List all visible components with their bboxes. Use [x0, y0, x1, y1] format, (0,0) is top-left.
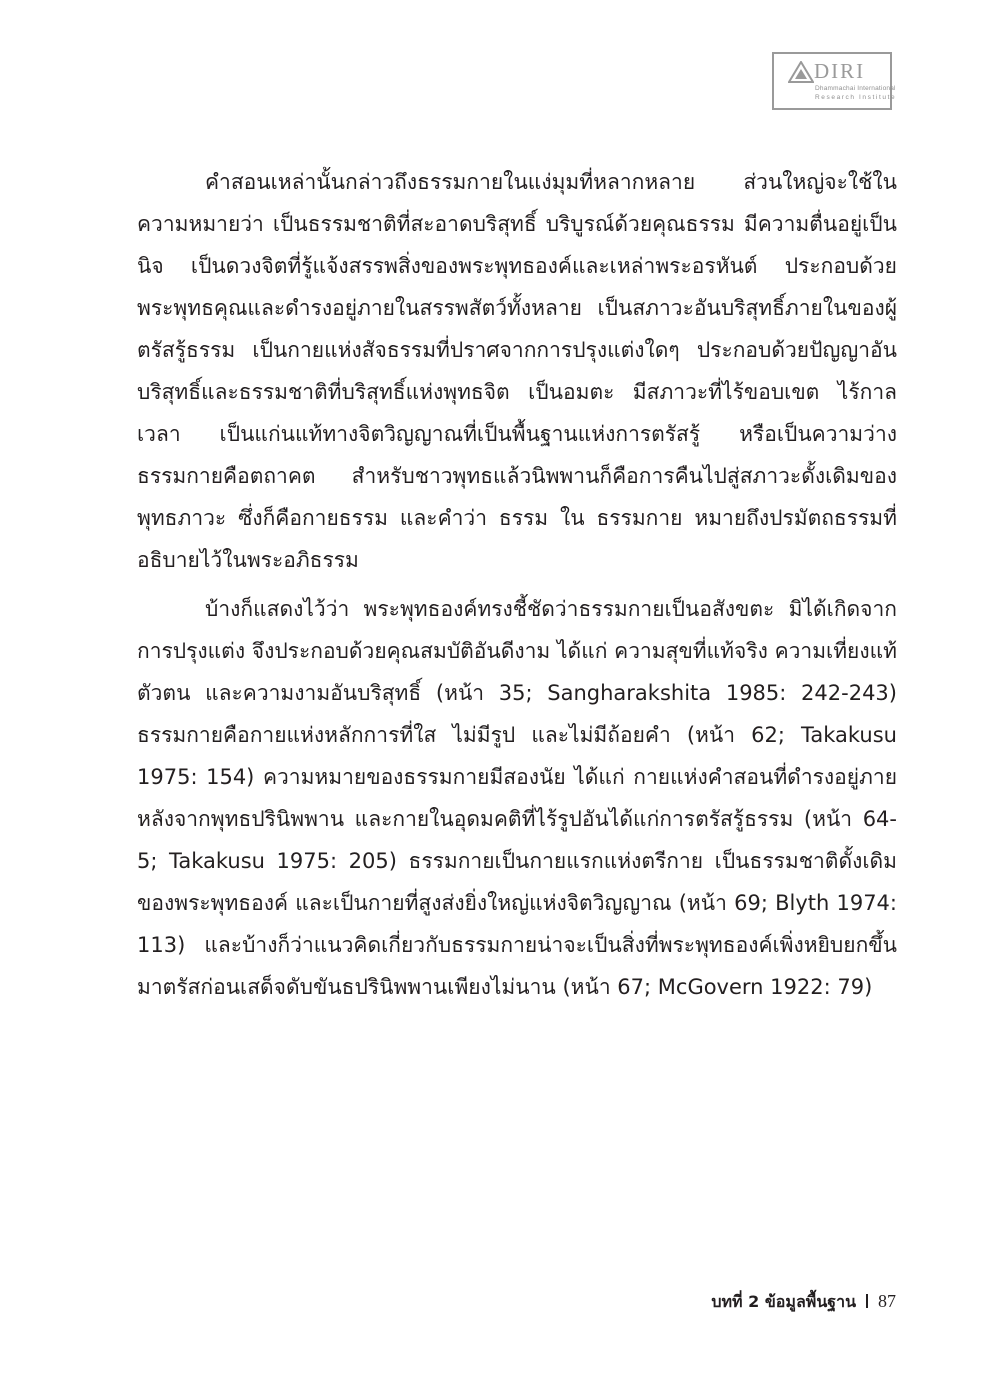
paragraph-1: คำสอนเหล่านั้นกล่าวถึงธรรมกายในแง่มุมที่หลากหลาย ส่วนใหญ่จะใช้ในความหมายว่า เป็นธรรมชาติที่สะอาดบริสุทธิ์ บริบูรณ์ด้วยคุณธรรม มีความตื่นอยู่เป็นนิจ เป็นดวงจิตที่รู้แจ้งสรรพสิ่งของพระพุทธองค์และเหล่าพระอรหันต์ ประกอบด้วยพระพุทธคุณและดำรงอยู่ภายในสรรพสัตว์ทั้งหลาย เป็นสภาวะอันบริสุทธิ์ภายในของผู้ตรัสรู้ธรรม เป็นกายแห่งสัจธรรมที่ปราศจากการปรุงแต่งใดๆ ประกอบด้วยปัญญาอันบริสุทธิ์และธรรมชาติที่บริสุทธิ์แห่งพุทธจิต เป็นอมตะ มีสภาวะที่ไร้ขอบเขต ไร้กาลเวลา เป็นแก่นแท้ทางจิตวิญญาณที่เป็นพื้นฐานแห่งการตรัสรู้ หรือเป็นความว่าง ธรรมกายคือตถาคต สำหรับชาวพุทธแล้วนิพพานก็คือการคืนไปสู่สภาวะดั้งเดิมของพุทธภาวะ ซึ่งก็คือกายธรรม และคำว่า ธรรม ใน ธรรมกาย หมายถึงปรมัตถธรรมที่อธิบายไว้ในพระอภิธรรม — [137, 170, 897, 572]
logo-name: DIRI — [814, 59, 866, 83]
diri-triangle-icon — [788, 61, 814, 83]
page-footer — [711, 1290, 896, 1313]
page-number: 87 — [878, 1291, 896, 1311]
body-text — [137, 161, 897, 1008]
logo-subtitle-line2: Research Institute — [815, 94, 897, 101]
chapter-title: บทที่ 2 ข้อมูลพื้นฐาน — [711, 1292, 856, 1311]
paragraph-2: บ้างก็แสดงไว้ว่า พระพุทธองค์ทรงชี้ชัดว่าธรรมกายเป็นอสังขตะ มิได้เกิดจากการปรุงแต่ง จึงประกอบด้วยคุณสมบัติอันดีงาม ได้แก่ ความสุขที่แท้จริง ความเที่ยงแท้ ตัวตน และความงามอันบริสุทธิ์ (หน้า 35; Sangharakshita 1985: 242-243) ธรรมกายคือกายแห่งหลักการที่ใส ไม่มีรูป และไม่มีถ้อยคำ (หน้า 62; Takakusu 1975: 154) ความหมายของธรรมกายมีสองนัย ได้แก่ กายแห่งคำสอนที่ดำรงอยู่ภายหลังจากพุทธปรินิพพาน และกายในอุดมคติที่ไร้รูปอันได้แก่การตรัสรู้ธรรม (หน้า 64-5; Takakusu 1975: 205) ธรรมกายเป็นกายแรกแห่งตรีกาย เป็นธรรมชาติดั้งเดิมของพระพุทธองค์ และเป็นกายที่สูงส่งยิ่งใหญ่แห่งจิตวิญญาณ (หน้า 69; Blyth 1974: 113) และบ้างก็ว่าแนวคิดเกี่ยวกับธรรมกายน่าจะเป็นสิ่งที่พระพุทธองค์เพิ่งหยิบยกขึ้นมาตรัสก่อนเสด็จดับขันธปรินิพพานเพียงไม่นาน (หน้า 67; McGovern 1922: 79) — [137, 597, 897, 999]
logo-subtitle-line1: Dhammachai International — [815, 85, 896, 92]
footer-separator — [866, 1294, 868, 1308]
diri-logo — [772, 52, 897, 110]
